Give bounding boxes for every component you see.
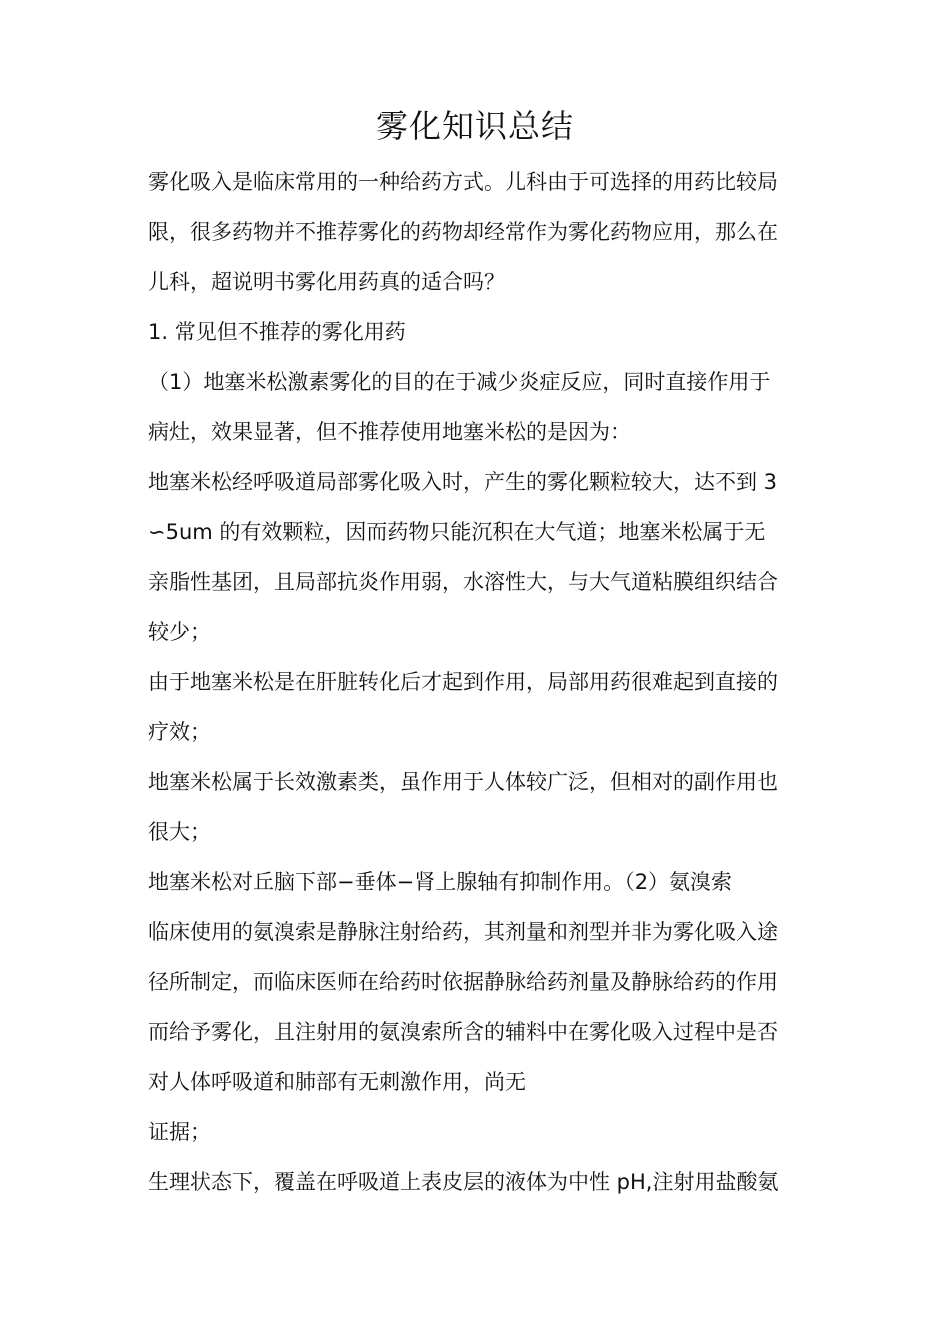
body-line-18: 而给予雾化，且注射用的氨溴索所含的辅料中在雾化吸入过程中是否: [148, 1020, 778, 1044]
body-line-5: （1）地塞米松激素雾化的目的在于减少炎症反应，同时直接作用于: [148, 370, 771, 394]
body-line-1: 雾化吸入是临床常用的一种给药方式。儿科由于可选择的用药比较局: [148, 170, 778, 194]
body-line-12: 疗效；: [148, 720, 211, 744]
body-line-3: 儿科，超说明书雾化用药真的适合吗？: [148, 270, 505, 294]
body-line-6: 病灶，效果显著，但不推荐使用地塞米松的是因为：: [148, 420, 631, 444]
body-line-8: ∽5um 的有效颗粒，因而药物只能沉积在大气道；地塞米松属于无: [148, 520, 766, 544]
body-line-19: 对人体呼吸道和肺部有无刺激作用，尚无: [148, 1070, 526, 1094]
body-line-21: 生理状态下，覆盖在呼吸道上表皮层的液体为中性 pH,注射用盐酸氨: [148, 1170, 779, 1194]
body-line-14: 很大；: [148, 820, 211, 844]
body-line-11: 由于地塞米松是在肝脏转化后才起到作用，局部用药很难起到直接的: [148, 670, 778, 694]
body-line-20: 证据；: [148, 1120, 211, 1144]
body-line-7: 地塞米松经呼吸道局部雾化吸入时，产生的雾化颗粒较大，达不到 3: [148, 470, 778, 494]
body-line-16: 临床使用的氨溴索是静脉注射给药，其剂量和剂型并非为雾化吸入途: [148, 920, 778, 944]
body-line-10: 较少；: [148, 620, 211, 644]
body-line-9: 亲脂性基团，且局部抗炎作用弱，水溶性大，与大气道粘膜组织结合: [148, 570, 778, 594]
document-title: 雾化知识总结: [375, 107, 574, 145]
body-line-17: 径所制定，而临床医师在给药时依据静脉给药剂量及静脉给药的作用: [148, 970, 778, 994]
body-line-13: 地塞米松属于长效激素类，虽作用于人体较广泛，但相对的副作用也: [148, 770, 778, 794]
body-line-2: 限，很多药物并不推荐雾化的药物却经常作为雾化药物应用，那么在: [148, 220, 778, 244]
document-body: [148, 157, 828, 1207]
section-heading-1: 1. 常见但不推荐的雾化用药: [148, 320, 406, 344]
body-line-15: 地塞米松对丘脑下部−垂体−肾上腺轴有抑制作用。（2）氨溴索: [148, 870, 733, 894]
